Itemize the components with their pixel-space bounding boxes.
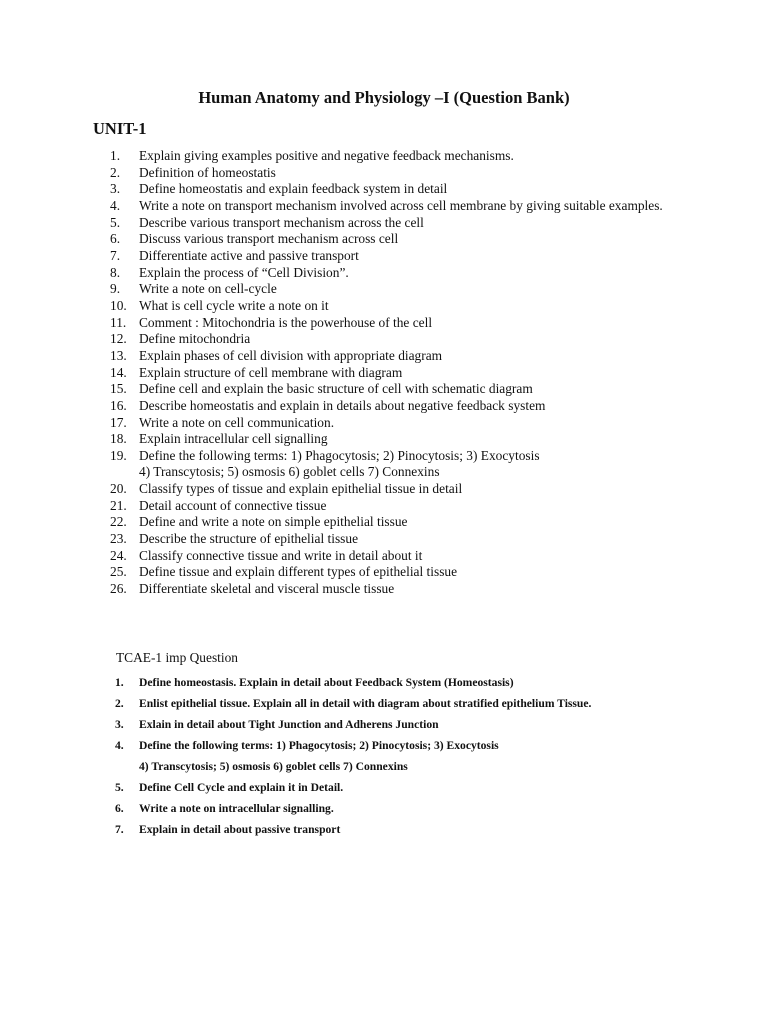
document-title: Human Anatomy and Physiology –I (Question Bank) <box>198 88 570 107</box>
question-number: 10. <box>110 297 127 313</box>
question-item <box>110 381 674 398</box>
question-item <box>110 514 674 531</box>
question-line: Explain structure of cell membrane with diagram <box>139 364 403 380</box>
question-line: Explain phases of cell division with appropriate diagram <box>139 347 443 363</box>
important-question-list <box>115 676 675 844</box>
important-question-item <box>115 802 675 816</box>
question-text <box>139 198 674 215</box>
question-number: 20. <box>110 481 127 497</box>
question-line: Classify types of tissue and explain epithelial tissue in detail <box>139 481 463 497</box>
question-number: 12. <box>110 331 127 347</box>
question-number: 11. <box>110 314 127 330</box>
question-line: Define tissue and explain different types of epithelial tissue <box>139 564 458 580</box>
question-number: 13. <box>110 347 127 363</box>
question-item <box>110 248 674 265</box>
question-item <box>110 365 674 382</box>
question-line: Write a note on intracellular signalling. <box>139 802 334 815</box>
question-line: Detail account of connective tissue <box>139 497 327 513</box>
question-item <box>110 265 674 282</box>
question-text <box>139 315 674 332</box>
question-number: 3. <box>110 181 121 197</box>
question-line: Explain intracellular cell signalling <box>139 431 328 447</box>
question-number: 6. <box>110 231 121 247</box>
question-item <box>110 298 674 315</box>
question-line: Write a note on transport mechanism involved across cell membrane by giving suitable examples. <box>139 197 663 213</box>
question-text <box>139 481 674 498</box>
question-item <box>110 148 674 165</box>
question-line: Write a note on cell communication. <box>139 414 335 430</box>
question-number: 6. <box>115 802 124 815</box>
question-text <box>139 231 674 248</box>
question-number: 21. <box>110 497 127 513</box>
question-item <box>110 315 674 332</box>
important-question-item <box>115 676 675 690</box>
question-number: 19. <box>110 447 127 463</box>
question-number: 24. <box>110 547 127 563</box>
question-text <box>139 448 674 481</box>
question-text <box>139 498 674 515</box>
question-number: 2. <box>115 697 124 710</box>
question-line: Describe various transport mechanism across the cell <box>139 214 424 230</box>
question-item <box>110 181 674 198</box>
question-number: 14. <box>110 364 127 380</box>
question-item <box>110 348 674 365</box>
tcae-heading: TCAE-1 imp Question <box>116 650 238 665</box>
question-item <box>110 331 674 348</box>
question-item <box>110 215 674 232</box>
question-item <box>110 231 674 248</box>
question-number: 17. <box>110 414 127 430</box>
question-line: Define the following terms: 1) Phagocytosis; 2) Pinocytosis; 3) Exocytosis <box>139 739 499 752</box>
important-question-item <box>115 739 675 774</box>
question-text <box>139 215 674 232</box>
question-item <box>110 481 674 498</box>
question-text <box>139 281 674 298</box>
question-text <box>139 248 674 265</box>
question-item <box>110 448 674 481</box>
question-number: 5. <box>110 214 121 230</box>
question-item <box>110 415 674 432</box>
question-line: Describe the structure of epithelial tissue <box>139 531 359 547</box>
question-number: 4. <box>110 197 121 213</box>
important-question-item <box>115 823 675 837</box>
important-question-item <box>115 697 675 711</box>
question-text <box>139 781 675 795</box>
question-text <box>139 415 674 432</box>
question-text <box>139 298 674 315</box>
question-text <box>139 548 674 565</box>
question-line: 4) Transcytosis; 5) osmosis 6) goblet cells 7) Connexins <box>139 760 408 773</box>
question-text <box>139 331 674 348</box>
question-item <box>110 581 674 598</box>
question-line: Exlain in detail about Tight Junction and Adherens Junction <box>139 718 439 731</box>
question-line: Define mitochondria <box>139 331 251 347</box>
question-number: 23. <box>110 531 127 547</box>
question-line: Enlist epithelial tissue. Explain all in detail with diagram about stratified epithelium Tissue. <box>139 697 592 710</box>
question-line: Define cell and explain the basic structure of cell with schematic diagram <box>139 381 533 397</box>
question-text <box>139 514 674 531</box>
question-line: Explain giving examples positive and negative feedback mechanisms. <box>139 148 514 163</box>
question-line: What is cell cycle write a note on it <box>139 297 329 313</box>
question-line: Differentiate skeletal and visceral muscle tissue <box>139 581 395 597</box>
question-line: Define homeostatis and explain feedback system in detail <box>139 181 448 197</box>
question-text <box>139 676 675 690</box>
question-item <box>110 281 674 298</box>
question-text <box>139 739 675 774</box>
question-number: 2. <box>110 164 121 180</box>
question-item <box>110 498 674 515</box>
question-line: Definition of homeostatis <box>139 164 276 180</box>
question-number: 5. <box>115 781 124 794</box>
question-text <box>139 381 674 398</box>
question-text <box>139 697 675 711</box>
question-number: 4. <box>115 739 124 752</box>
question-text <box>139 265 674 282</box>
question-text <box>139 165 674 182</box>
question-number: 1. <box>115 676 124 689</box>
question-text <box>139 181 674 198</box>
unit-heading: UNIT-1 <box>93 119 147 138</box>
question-number: 3. <box>115 718 124 731</box>
question-line: Explain the process of “Cell Division”. <box>139 264 349 280</box>
question-text <box>139 431 674 448</box>
question-number: 18. <box>110 431 127 447</box>
question-line: Comment : Mitochondria is the powerhouse of the cell <box>139 314 433 330</box>
question-number: 7. <box>110 247 121 263</box>
question-text <box>139 148 674 165</box>
question-text <box>139 348 674 365</box>
question-line: Describe homeostatis and explain in details about negative feedback system <box>139 397 546 413</box>
question-item <box>110 431 674 448</box>
question-text <box>139 823 675 837</box>
question-number: 22. <box>110 514 127 530</box>
question-item <box>110 548 674 565</box>
question-text <box>139 365 674 382</box>
question-line: Explain in detail about passive transport <box>139 823 341 836</box>
question-line: 4) Transcytosis; 5) osmosis 6) goblet cells 7) Connexins <box>139 464 440 480</box>
question-item <box>110 564 674 581</box>
question-text <box>139 398 674 415</box>
question-number: 25. <box>110 564 127 580</box>
question-line: Define the following terms: 1) Phagocytosis; 2) Pinocytosis; 3) Exocytosis <box>139 447 540 463</box>
question-item <box>110 198 674 215</box>
question-number: 15. <box>110 381 127 397</box>
question-text <box>139 564 674 581</box>
question-item <box>110 165 674 182</box>
question-line: Write a note on cell-cycle <box>139 281 277 297</box>
question-number: 16. <box>110 397 127 413</box>
question-item <box>110 531 674 548</box>
question-line: Classify connective tissue and write in detail about it <box>139 547 423 563</box>
question-number: 1. <box>110 148 121 163</box>
question-text <box>139 718 675 732</box>
question-text <box>139 802 675 816</box>
question-text <box>139 531 674 548</box>
question-line: Differentiate active and passive transport <box>139 247 359 263</box>
question-line: Define homeostasis. Explain in detail about Feedback System (Homeostasis) <box>139 676 514 689</box>
question-line: Define Cell Cycle and explain it in Detail. <box>139 781 344 794</box>
question-text <box>139 581 674 598</box>
important-question-item <box>115 781 675 795</box>
question-number: 26. <box>110 581 127 597</box>
question-number: 9. <box>110 281 121 297</box>
question-item <box>110 398 674 415</box>
question-line: Define and write a note on simple epithelial tissue <box>139 514 408 530</box>
question-number: 8. <box>110 264 121 280</box>
question-number: 7. <box>115 823 124 836</box>
question-list <box>110 148 674 598</box>
question-line: Discuss various transport mechanism across cell <box>139 231 399 247</box>
important-question-item <box>115 718 675 732</box>
